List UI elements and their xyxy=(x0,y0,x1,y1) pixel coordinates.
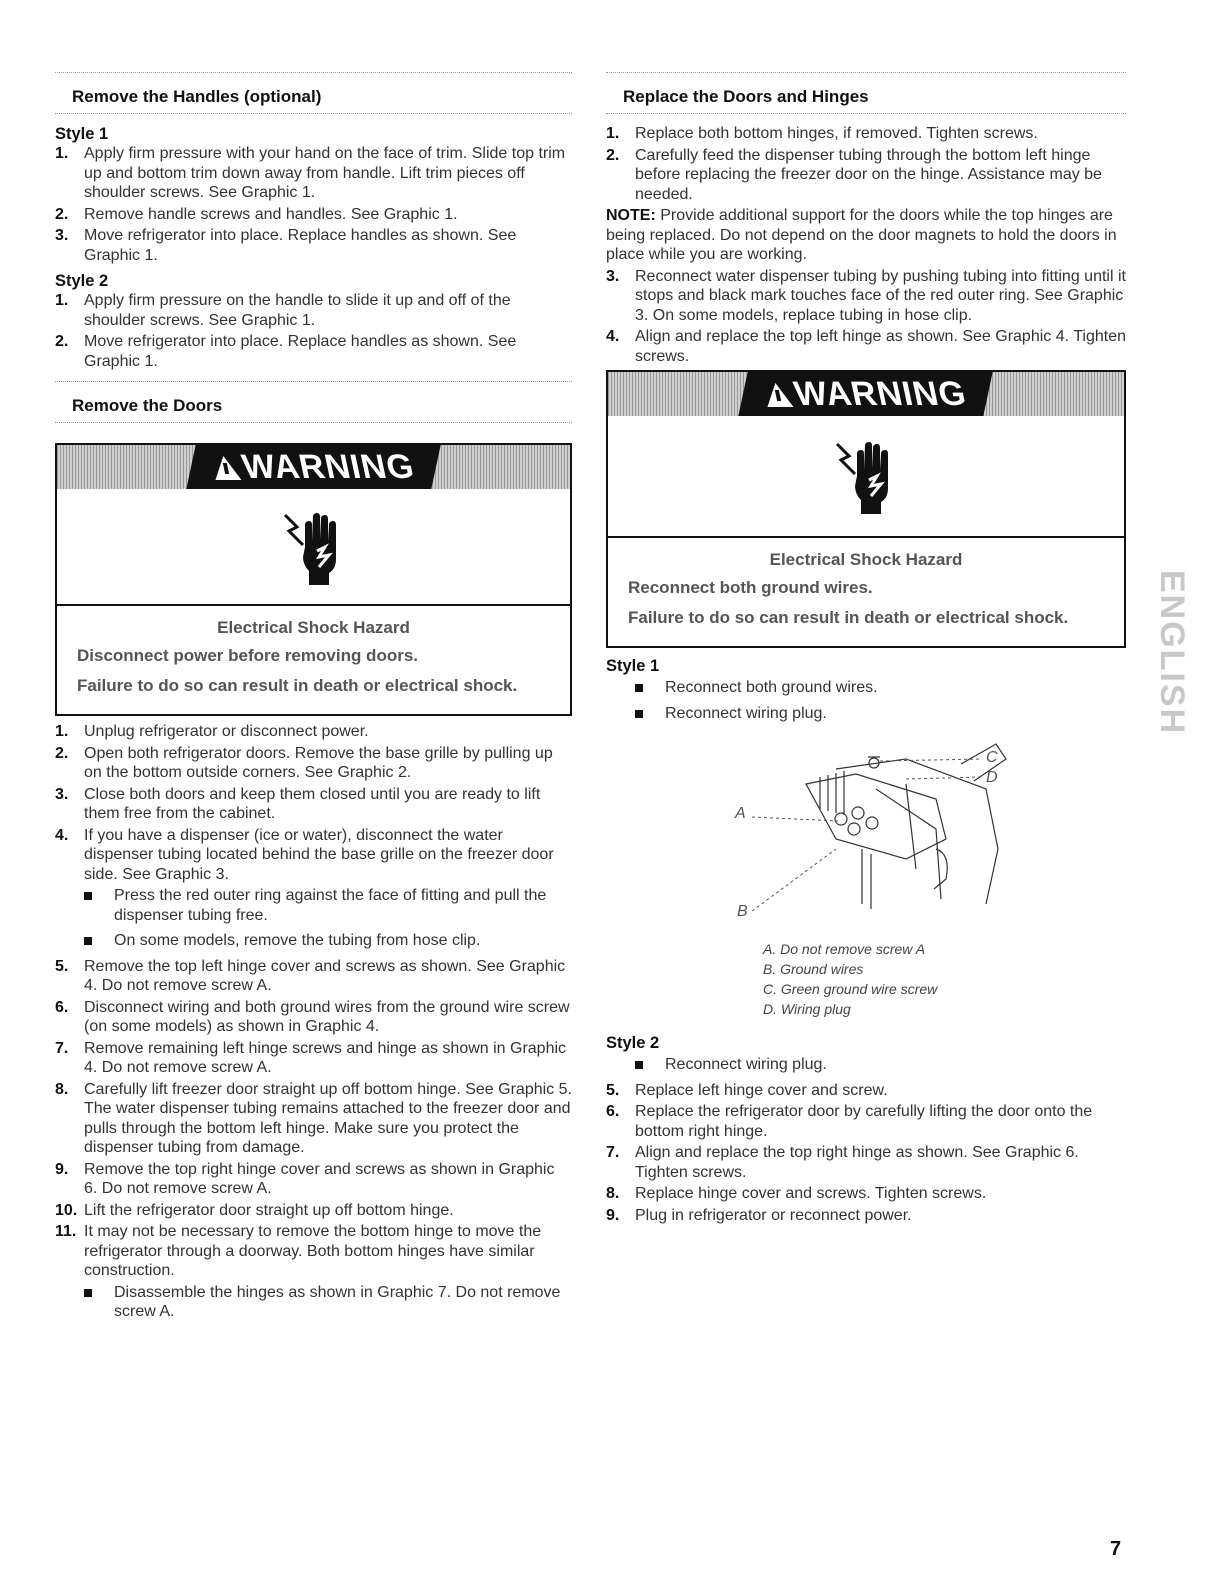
list-item: 7. Remove remaining left hinge screws and hinge as shown in Graphic 4. Do not remove screw A. xyxy=(55,1039,567,1076)
caption: D. Wiring plug xyxy=(763,1001,851,1017)
replace-style2-label: Style 2 xyxy=(606,1034,660,1052)
right-column xyxy=(606,72,1126,1227)
list-item: 1. Unplug refrigerator or disconnect power. xyxy=(55,723,369,740)
replace-style1-label: Style 1 xyxy=(606,657,660,675)
caption: B. Ground wires xyxy=(763,961,864,977)
list-item: 11. It may not be necessary to remove the bottom hinge to move the refrigerator through a doorway. Both bottom hinges have similar construction. Disassemble the hinges as shown in Graphic 7. Do not remove screw A. xyxy=(55,1222,572,1322)
page-number: 7 xyxy=(1110,1538,1122,1560)
note-paragraph: NOTE: Provide additional support for the doors while the top hinges are being replaced. Do not depend on the door magnets to hold the doors in place while you are working. xyxy=(606,207,1117,263)
list-item: 7. Align and replace the top right hinge as shown. See Graphic 6. Tighten screws. xyxy=(606,1144,1079,1181)
bullet-item: Reconnect wiring plug. xyxy=(635,1055,1126,1075)
handles-style1-steps xyxy=(55,144,572,265)
electric-shock-hand-icon xyxy=(57,489,570,606)
warning-box-remove-doors xyxy=(55,443,572,716)
left-column xyxy=(55,72,572,1328)
bullet-item: Press the red outer ring against the face of fitting and pull the dispenser tubing free. xyxy=(84,886,572,925)
bullet-item: Reconnect both ground wires. xyxy=(635,678,1126,698)
list-item: 8. Replace hinge cover and screws. Tighten screws. xyxy=(606,1185,987,1202)
list-item: 2. Remove handle screws and handles. See Graphic 1. xyxy=(55,205,458,223)
remove-handles-heading: Remove the Handles (optional) xyxy=(55,72,572,114)
remove-doors-heading: Remove the Doors xyxy=(55,381,572,423)
list-item: 9. Plug in refrigerator or reconnect power. xyxy=(606,1206,912,1224)
list-item: 1. Apply firm pressure on the handle to slide it up and off of the shoulder screws. See Graphic 1. xyxy=(55,292,511,329)
warning-box-ground-wires xyxy=(606,370,1126,648)
bullet-item: Disassemble the hinges as shown in Graphic 7. Do not remove screw A. xyxy=(84,1283,572,1322)
handles-style1-label: Style 1 xyxy=(55,125,109,143)
figure-label-d: D xyxy=(986,769,998,786)
list-item: 2. Carefully feed the dispenser tubing through the bottom left hinge before replacing the freezer door on the hinge. Assistance may be needed. xyxy=(606,146,1102,203)
list-item: 6. Replace the refrigerator door by carefully lifting the door onto the bottom right hinge. xyxy=(606,1103,1093,1140)
handles-style2-steps xyxy=(55,291,572,371)
list-item: 3. Reconnect water dispenser tubing by pushing tubing into fitting until it stops and black mark touches face of the red outer ring. See Graphic 3. On some models, replace tubing in hose clip. xyxy=(606,267,1126,324)
warning-line: Failure to do so can result in death or electrical shock. xyxy=(628,608,1069,627)
list-item: 8. Carefully lift freezer door straight up off bottom hinge. See Graphic 5. The water dispenser tubing remains attached to the freezer door and pulls through the bottom left hinge. Make sure you protect the dispenser tubing from damage. xyxy=(55,1080,572,1156)
replace-steps-b xyxy=(606,267,1126,367)
list-item: 4. If you have a dispenser (ice or water), disconnect the water dispenser tubing located behind the base grille on the freezer door side. See Graphic 3. Press the red outer ring against the face of fitting and pull the dispenser tubing free. On some models, remove the tubing from hose clip. xyxy=(55,826,572,951)
hinge-wiring-diagram xyxy=(606,729,1126,939)
warning-line: Reconnect both ground wires. xyxy=(628,578,873,597)
warning-banner: WARNING xyxy=(57,445,570,489)
warning-title: Electrical Shock Hazard xyxy=(217,618,410,637)
list-item: 5. Replace left hinge cover and screw. xyxy=(606,1081,888,1099)
bullet-list xyxy=(84,1283,572,1322)
figure-label-c: C xyxy=(986,749,998,766)
list-item: 2. Move refrigerator into place. Replace handles as shown. See Graphic 1. xyxy=(55,333,517,370)
alert-triangle-icon xyxy=(763,382,794,406)
warning-title: Electrical Shock Hazard xyxy=(769,550,963,569)
handles-style2-label: Style 2 xyxy=(55,272,109,290)
warning-banner: WARNING xyxy=(608,372,1124,416)
list-item: 9. Remove the top right hinge cover and screws as shown in Graphic 6. Do not remove screw A. xyxy=(55,1160,555,1197)
caption: C. Green ground wire screw xyxy=(763,981,938,997)
list-item: 4. Align and replace the top left hinge as shown. See Graphic 4. Tighten screws. xyxy=(606,328,1126,365)
replace-steps-c xyxy=(606,1081,1126,1226)
list-item: 10. Lift the refrigerator door straight up off bottom hinge. xyxy=(55,1201,454,1219)
replace-steps-a xyxy=(606,124,1126,204)
list-item: 1. Replace both bottom hinges, if removed. Tighten screws. xyxy=(606,125,1038,142)
list-item: 3. Move refrigerator into place. Replace handles as shown. See Graphic 1. xyxy=(55,227,517,264)
electric-shock-hand-icon xyxy=(608,416,1124,538)
bullet-list xyxy=(84,886,572,951)
list-item: 5. Remove the top left hinge cover and screws as shown. See Graphic 4. Do not remove screw A. xyxy=(55,957,566,994)
list-item: 2. Open both refrigerator doors. Remove the base grille by pulling up on the bottom outside corners. See Graphic 2. xyxy=(55,744,553,781)
language-side-tab: ENGLISH xyxy=(1153,570,1191,736)
replace-doors-heading: Replace the Doors and Hinges xyxy=(606,72,1126,114)
list-item: 6. Disconnect wiring and both ground wires from the ground wire screw (on some models) as shown in Graphic 4. xyxy=(55,998,570,1035)
warning-line: Failure to do so can result in death or electrical shock. xyxy=(77,676,518,695)
bullet-list xyxy=(635,1055,1126,1075)
bullet-item: On some models, remove the tubing from hose clip. xyxy=(84,931,572,951)
bullet-list xyxy=(635,678,1126,723)
list-item: 3. Close both doors and keep them closed until you are ready to lift them free from the cabinet. xyxy=(55,785,541,822)
warning-line: Disconnect power before removing doors. xyxy=(77,646,419,665)
caption: A. Do not remove screw A xyxy=(763,941,926,957)
alert-triangle-icon xyxy=(210,455,241,479)
figure-captions xyxy=(763,939,1126,1019)
figure-label-a: A xyxy=(735,805,746,822)
bullet-item: Reconnect wiring plug. xyxy=(635,704,1126,724)
list-item: 1. Apply firm pressure with your hand on the face of trim. Slide top trim up and bottom trim down away from handle. Lift trim pieces off shoulder screws. See Graphic 1. xyxy=(55,145,566,201)
figure-label-b: B xyxy=(737,903,748,920)
remove-doors-steps xyxy=(55,722,572,1322)
